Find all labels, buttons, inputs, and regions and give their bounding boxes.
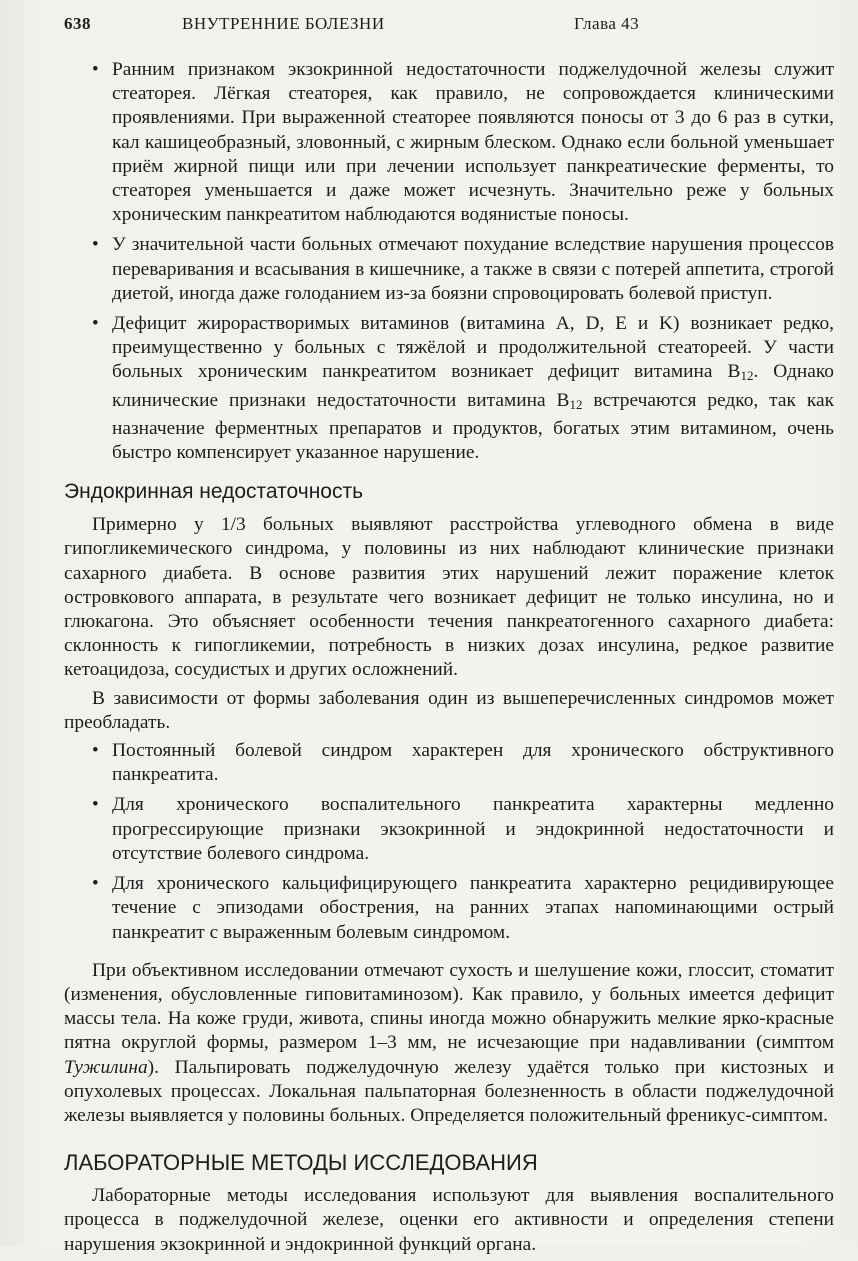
vitamin-text-3: встречаются редко, так как назначение ферментных препаратов и продуктов, богатых этим витамином, очень быстро компенсирует указанное нарушение.	[112, 389, 834, 464]
exam-text-1: При объективном исследовании отмечают сухость и шелушение кожи, глоссит, стоматит (изменения, обусловленные гиповитаминозом). Как правило, у больных имеется дефицит массы тела. На коже груди, живота, спины иногда можно обнаружить мелкие ярко-красные пятна округлой формы, размером 1–3 мм, не исчезающие при надавливании (симптом	[64, 959, 834, 1054]
vitamin-subscript-1: 12	[740, 368, 754, 384]
bullet-steatorrhea: • Ранним признаком экзокринной недостаточности поджелудочной железы служит стеаторея. Лёгкая стеаторея, как правило, не сопровождается клиническими проявлениями. При выраженной стеаторее появляются поносы от 3 до 6 раз в сутки, кал кашицеобразный, зловонный, с жирным блеском. Однако если больной уменьшает приём жирной пищи или при лечении использует панкреатические ферменты, то стеаторея уменьшается и даже может исчезнуть. Значительно реже у больных хроническим панкреатитом наблюдаются водянистые поносы.	[64, 58, 834, 227]
bullet-inflammatory: • Для хронического воспалительного панкреатита характерны медленно прогрессирующие признаки экзокринной и эндокринной недостаточности и отсутствие болевого синдрома.	[64, 793, 834, 866]
bullet-obstructive: • Постоянный болевой синдром характерен для хронического обструктивного панкреатита.	[64, 739, 834, 787]
bullet-vitamin-deficit	[64, 312, 834, 465]
bullet-calcifying: • Для хронического кальцифицирующего панкреатита характерно рецидивирующее течение с эпизодами обострения, на ранних этапах напоминающими острый панкреатит с выраженным болевым синдромом.	[64, 872, 834, 945]
vitamin-text-1: Дефицит жирорастворимых витаминов (витамина A, D, E и K) возникает редко, преимущественно у больных с тяжёлой и продолжительной стеатореей. У части больных хроническим панкреатитом возникает дефицит витамина B	[112, 313, 834, 383]
chapter-label: Глава 43	[574, 14, 640, 33]
syndrome-bullet-list	[64, 739, 834, 945]
bullet-weight-loss: • У значительной части больных отмечают похудание вследствие нарушения процессов переваривания и всасывания в кишечнике, а также в связи с потерей аппетита, строгой диетой, иногда даже голоданием из-за боязни спровоцировать болевой приступ.	[64, 233, 834, 306]
lab-methods-paragraph: Лабораторные методы исследования используют для выявления воспалительного процесса в поджелудочной железе, оценки его активности и определения степени нарушения экзокринной и эндокринной функций органа.	[64, 1185, 834, 1255]
exam-text-2: ). Пальпировать поджелудочную железу удаётся только при кистозных и опухолевых процессах. Локальная пальпаторная болезненность в области поджелудочной железы выявляется у половины больных. Определяется положительный френикус-симптом.	[64, 1056, 834, 1126]
exocrine-bullet-list	[64, 58, 834, 465]
vitamin-text-2: . Однако клинические признаки недостаточности витамина B	[112, 361, 834, 411]
running-header	[64, 10, 824, 38]
page-number: 638	[64, 14, 91, 33]
lab-methods-heading: ЛАБОРАТОРНЫЕ МЕТОДЫ ИССЛЕДОВАНИЯ	[64, 1150, 538, 1176]
book-title: ВНУТРЕННИЕ БОЛЕЗНИ	[182, 14, 385, 33]
vitamin-subscript-2: 12	[569, 396, 583, 412]
endocrine-paragraph-2: В зависимости от формы заболевания один из вышеперечисленных синдромов может преобладать.	[64, 687, 834, 733]
exam-paragraph	[64, 959, 834, 1128]
page-content	[64, 58, 834, 1261]
endocrine-heading: Эндокринная недостаточность	[64, 480, 364, 504]
endocrine-paragraph-1: Примерно у 1/3 больных выявляют расстройства углеводного обмена в виде гипогликемического синдрома, у половины из них наблюдают клинические признаки сахарного диабета. В основе развития этих нарушений лежит поражение клеток островкового аппарата, в результате чего возникает дефицит не только инсулина, но и глюкагона. Это объясняет особенности течения панкреатогенного сахарного диабета: склонность к гипогликемии, потребность в низких дозах инсулина, редкое развитие кетоацидоза, сосудистых и других осложнений.	[64, 514, 834, 681]
tuzhilin-sign: Тужилина	[64, 1056, 148, 1078]
